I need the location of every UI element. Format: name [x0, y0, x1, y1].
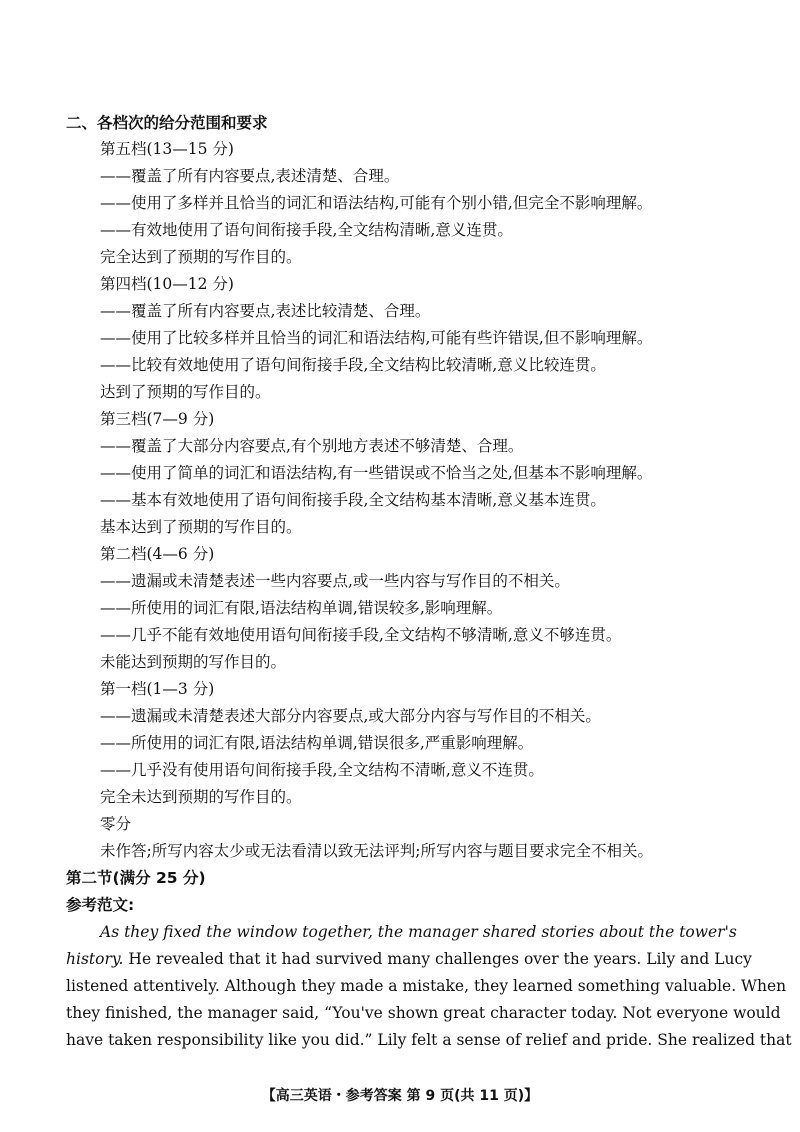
zero-text: 未作答;所写内容太少或无法看清以致无法评判;所写内容与题目要求完全不相关。: [100, 842, 653, 860]
tier-title: 第五档(13—15 分): [100, 140, 234, 158]
tier-title: 第一档(1—3 分): [100, 680, 215, 698]
page-footer: 【高三英语・参考答案 第 9 页(共 11 页)】: [261, 1088, 539, 1104]
essay-line: [66, 949, 752, 969]
essay-text-fragment: He revealed that it had survived many challenges over the years. Lily and Lucy: [123, 950, 752, 968]
tier-criterion: ——使用了简单的词汇和语法结构,有一些错误或不恰当之处,但基本不影响理解。: [100, 464, 653, 482]
zero-title: 零分: [100, 815, 132, 833]
tier-summary: 完全达到了预期的写作目的。: [100, 248, 302, 266]
tier-summary: 未能达到预期的写作目的。: [100, 653, 287, 671]
essay-line: As they fixed the window together, the manager shared stories about the tower's: [100, 923, 737, 941]
tier-title: 第二档(4—6 分): [100, 545, 215, 563]
tier-title: 第三档(7—9 分): [100, 410, 215, 428]
tier-criterion: ——所使用的词汇有限,语法结构单调,错误较多,影响理解。: [100, 599, 503, 617]
essay-line: they finished, the manager said, “You've shown great character today. Not everyone would: [66, 1004, 781, 1022]
tier-criterion: ——所使用的词汇有限,语法结构单调,错误很多,严重影响理解。: [100, 734, 534, 752]
tier-criterion: ——遗漏或未清楚表述大部分内容要点,或大部分内容与写作目的不相关。: [100, 707, 601, 725]
tier-criterion: ——几乎不能有效地使用语句间衔接手段,全文结构不够清晰,意义不够连贯。: [100, 626, 622, 644]
tier-criterion: ——使用了比较多样并且恰当的词汇和语法结构,可能有些许错误,但不影响理解。: [100, 329, 653, 347]
tier-criterion: ——遗漏或未清楚表述一些内容要点,或一些内容与写作目的不相关。: [100, 572, 570, 590]
tier-criterion: ——有效地使用了语句间衔接手段,全文结构清晰,意义连贯。: [100, 221, 513, 239]
tier-criterion: ——比较有效地使用了语句间衔接手段,全文结构比较清晰,意义比较连贯。: [100, 356, 606, 374]
tier-criterion: ——覆盖了所有内容要点,表述比较清楚、合理。: [100, 302, 431, 320]
tier-criterion: ——基本有效地使用了语句间衔接手段,全文结构基本清晰,意义基本连贯。: [100, 491, 606, 509]
section-heading: 二、各档次的给分范围和要求: [66, 114, 268, 132]
essay-line: have taken responsibility like you did.” Lily felt a sense of relief and pride. She realized that: [66, 1031, 792, 1049]
section2-heading: 第二节(满分 25 分): [66, 869, 206, 887]
tier-summary: 达到了预期的写作目的。: [100, 383, 271, 401]
tier-title: 第四档(10—12 分): [100, 275, 234, 293]
tier-summary: 基本达到了预期的写作目的。: [100, 518, 302, 536]
tier-criterion: ——使用了多样并且恰当的词汇和语法结构,可能有个别小错,但完全不影响理解。: [100, 194, 653, 212]
essay-line: listened attentively. Although they made a mistake, they learned something valuable. When: [66, 977, 787, 995]
essay-italic-fragment: history.: [66, 950, 124, 968]
tier-criterion: ——覆盖了大部分内容要点,有个别地方表述不够清楚、合理。: [100, 437, 524, 455]
sample-essay-label: 参考范文:: [66, 896, 135, 914]
tier-criterion: ——几乎没有使用语句间衔接手段,全文结构不清晰,意义不连贯。: [100, 761, 544, 779]
tier-criterion: ——覆盖了所有内容要点,表述清楚、合理。: [100, 167, 400, 185]
tier-summary: 完全未达到预期的写作目的。: [100, 788, 302, 806]
